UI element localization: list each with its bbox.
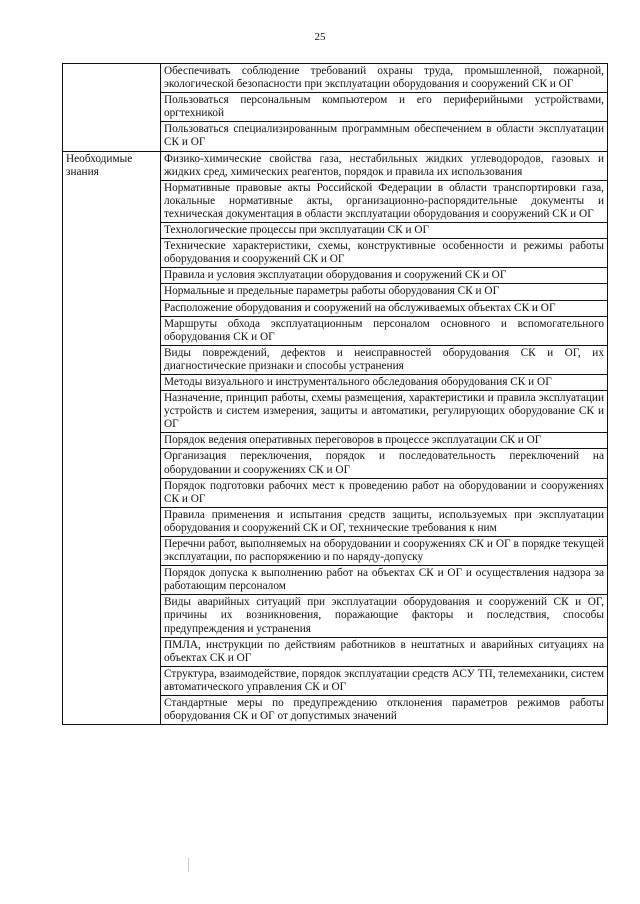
table-row [63,64,608,93]
knowledge-cell: Стандартные меры по предупреждению отклонения параметров режимов работы оборудования СК и ОГ от допустимых значений [161,696,608,725]
knowledge-cell: Правила и условия эксплуатации оборудования и сооружений СК и ОГ [161,268,608,284]
knowledge-cell: Структура, взаимодействие, порядок эксплуатации средств АСУ ТП, телемеханики, систем автоматического управления СК и ОГ [161,666,608,695]
knowledge-cell: Порядок подготовки рабочих мест к проведению работ на оборудовании и сооружениях СК и ОГ [161,478,608,507]
skill-cell: Пользоваться специализированным программным обеспечением в области эксплуатации СК и ОГ [161,122,608,151]
skill-cell: Обеспечивать соблюдение требований охраны труда, промышленной, пожарной, экологической безопасности при эксплуатации оборудования и сооружений СК и ОГ [161,64,608,93]
knowledge-cell: Виды повреждений, дефектов и неисправностей оборудования СК и ОГ, их диагностические признаки и способы устранения [161,345,608,374]
knowledge-cell: ПМЛА, инструкции по действиям работников в нештатных и аварийных ситуациях на объектах СК и ОГ [161,637,608,666]
knowledge-cell: Технические характеристики, схемы, конструктивные особенности и режимы работы оборудования и сооружений СК и ОГ [161,239,608,268]
knowledge-cell: Перечни работ, выполняемых на оборудовании и сооружениях СК и ОГ в порядке текущей эксплуатации, по распоряжению и по наряду-допуску [161,537,608,566]
knowledge-cell: Физико-химические свойства газа, нестабильных жидких углеводородов, газовых и жидких сред, химических реагентов, порядок и правила их использования [161,151,608,180]
page-number: 25 [314,31,326,43]
scan-mark [188,858,190,872]
knowledge-cell: Организация переключения, порядок и последовательность переключений на оборудовании и сооружениях СК и ОГ [161,449,608,478]
skill-cell: Пользоваться персональным компьютером и его периферийными устройствами, оргтехникой [161,93,608,122]
knowledge-cell: Назначение, принцип работы, схемы размещения, характеристики и правила эксплуатации устройств и систем измерения, защиты и автоматики, регулирующих оборудование СК и ОГ [161,391,608,433]
knowledge-label-cell: Необходимые знания [63,151,161,725]
knowledge-cell: Методы визуального и инструментального обследования оборудования СК и ОГ [161,374,608,390]
knowledge-cell: Расположение оборудования и сооружений на обслуживаемых объектах СК и ОГ [161,300,608,316]
knowledge-cell: Порядок допуска к выполнению работ на объектах СК и ОГ и осуществления надзора за работающим персоналом [161,566,608,595]
knowledge-cell: Технологические процессы при эксплуатации СК и ОГ [161,223,608,239]
requirements-table [62,63,608,725]
knowledge-cell: Нормальные и предельные параметры работы оборудования СК и ОГ [161,284,608,300]
empty-label-cell [63,64,161,152]
knowledge-cell: Маршруты обхода эксплуатационным персоналом основного и вспомогательного оборудования СК и ОГ [161,316,608,345]
knowledge-cell: Порядок ведения оперативных переговоров в процессе эксплуатации СК и ОГ [161,433,608,449]
knowledge-cell: Нормативные правовые акты Российской Федерации в области транспортировки газа, локальные нормативные акты, организационно-распорядительные документы и техническая документация в области эксплуатации оборудования и сооружений СК и ОГ [161,180,608,222]
knowledge-cell: Правила применения и испытания средств защиты, используемых при эксплуатации оборудования и сооружений СК и ОГ, технические требования к ним [161,507,608,536]
knowledge-cell: Виды аварийных ситуаций при эксплуатации оборудования и сооружений СК и ОГ, причины их возникновения, поражающие факторы и последствия, способы предупреждения и устранения [161,595,608,637]
table-row [63,151,608,180]
